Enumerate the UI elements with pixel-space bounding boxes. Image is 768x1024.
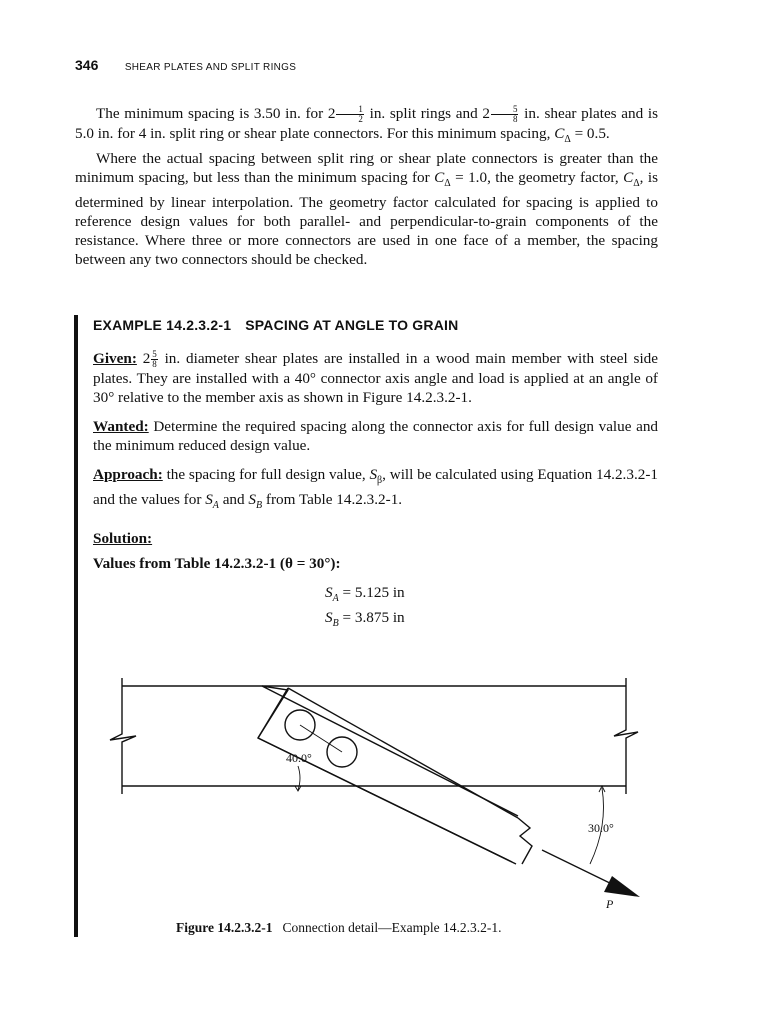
- approach-paragraph: Approach: the spacing for full design value, $S_\beta$, will be calculated using Equation 14.2.3.2-1 and the values for $S_A$ and $S_B$ from Table 14.2.3.2-1.: [93, 466, 658, 512]
- fraction: $\frac{1}{2}$: [336, 105, 364, 124]
- equation-sb: $S_B = 3.875$ in: [325, 609, 405, 630]
- member-right-break: [614, 678, 638, 794]
- load-line: [542, 850, 620, 888]
- side-plate: [258, 686, 518, 862]
- body-text: [75, 104, 658, 269]
- equation-sa: $S_A = 5.125$ in: [325, 584, 405, 605]
- load-arrow-head: [604, 876, 640, 897]
- paragraph-1: The minimum spacing is 3.50 in. for 2 $\frac{1}{2}$ in. split rings and 2 $\frac{5}{8}$ in. shear plates and is 5.0 in. for 4 in. split ring or shear plate connectors. For this minimum spacing, $C_\Delta = 0.5$.: [75, 104, 658, 146]
- solution-heading: Solution:: [93, 530, 153, 548]
- angle-label-40: 40.0°: [286, 751, 312, 765]
- example-title: EXAMPLE 14.2.3.2-1 SPACING AT ANGLE TO GRAIN: [93, 317, 459, 333]
- page-number: 346: [75, 57, 99, 73]
- side-plate-top: [288, 688, 518, 818]
- given-paragraph: Given: 2 $\frac{5}{8}$ in. diameter shear plates are installed in a wood main member with steel side plates. They are installed with a 40° connector axis angle and load is applied at an angle of 30° relative to the member axis as shown in Figure 14.2.3.2-1.: [93, 349, 658, 407]
- example-box: [93, 316, 658, 633]
- member-left-break: [110, 678, 136, 794]
- example-sidebar-rule: [74, 315, 78, 937]
- paragraph-2: Where the actual spacing between split ring or shear plate connectors is greater than the minimum spacing, but less than the minimum spacing for $C_\Delta = 1.0$, the geometry factor, $C_\Delta$, is determined by linear interpolation. The geometry factor calculated for spacing is applied to reference design values for both parallel- and perpendicular-to-grain components of the resistance. Where three or more connectors are used in one face of a member, the spacing between any two connectors should be checked.: [75, 150, 658, 269]
- wanted-paragraph: Wanted: Determine the required spacing along the connector axis for full design value and the minimum reduced design value.: [93, 418, 659, 455]
- page-header: [75, 57, 296, 75]
- side-plate-break: [518, 818, 532, 864]
- fraction: $\frac{5}{8}$: [152, 349, 157, 370]
- load-label: P: [606, 897, 614, 911]
- running-head: SHEAR PLATES AND SPLIT RINGS: [124, 62, 297, 73]
- connection-detail-figure: [100, 668, 660, 913]
- values-heading: Values from Table 14.2.3.2-1 (θ = 30°):: [93, 555, 341, 573]
- side-plate-left: [258, 688, 288, 738]
- equations: [325, 583, 658, 633]
- angle-label-30: 30.0°: [588, 821, 614, 835]
- fraction: $\frac{5}{8}$: [491, 105, 519, 124]
- figure-caption: Figure 14.2.3.2-1 Connection detail—Example 14.2.3.2-1.: [176, 920, 502, 935]
